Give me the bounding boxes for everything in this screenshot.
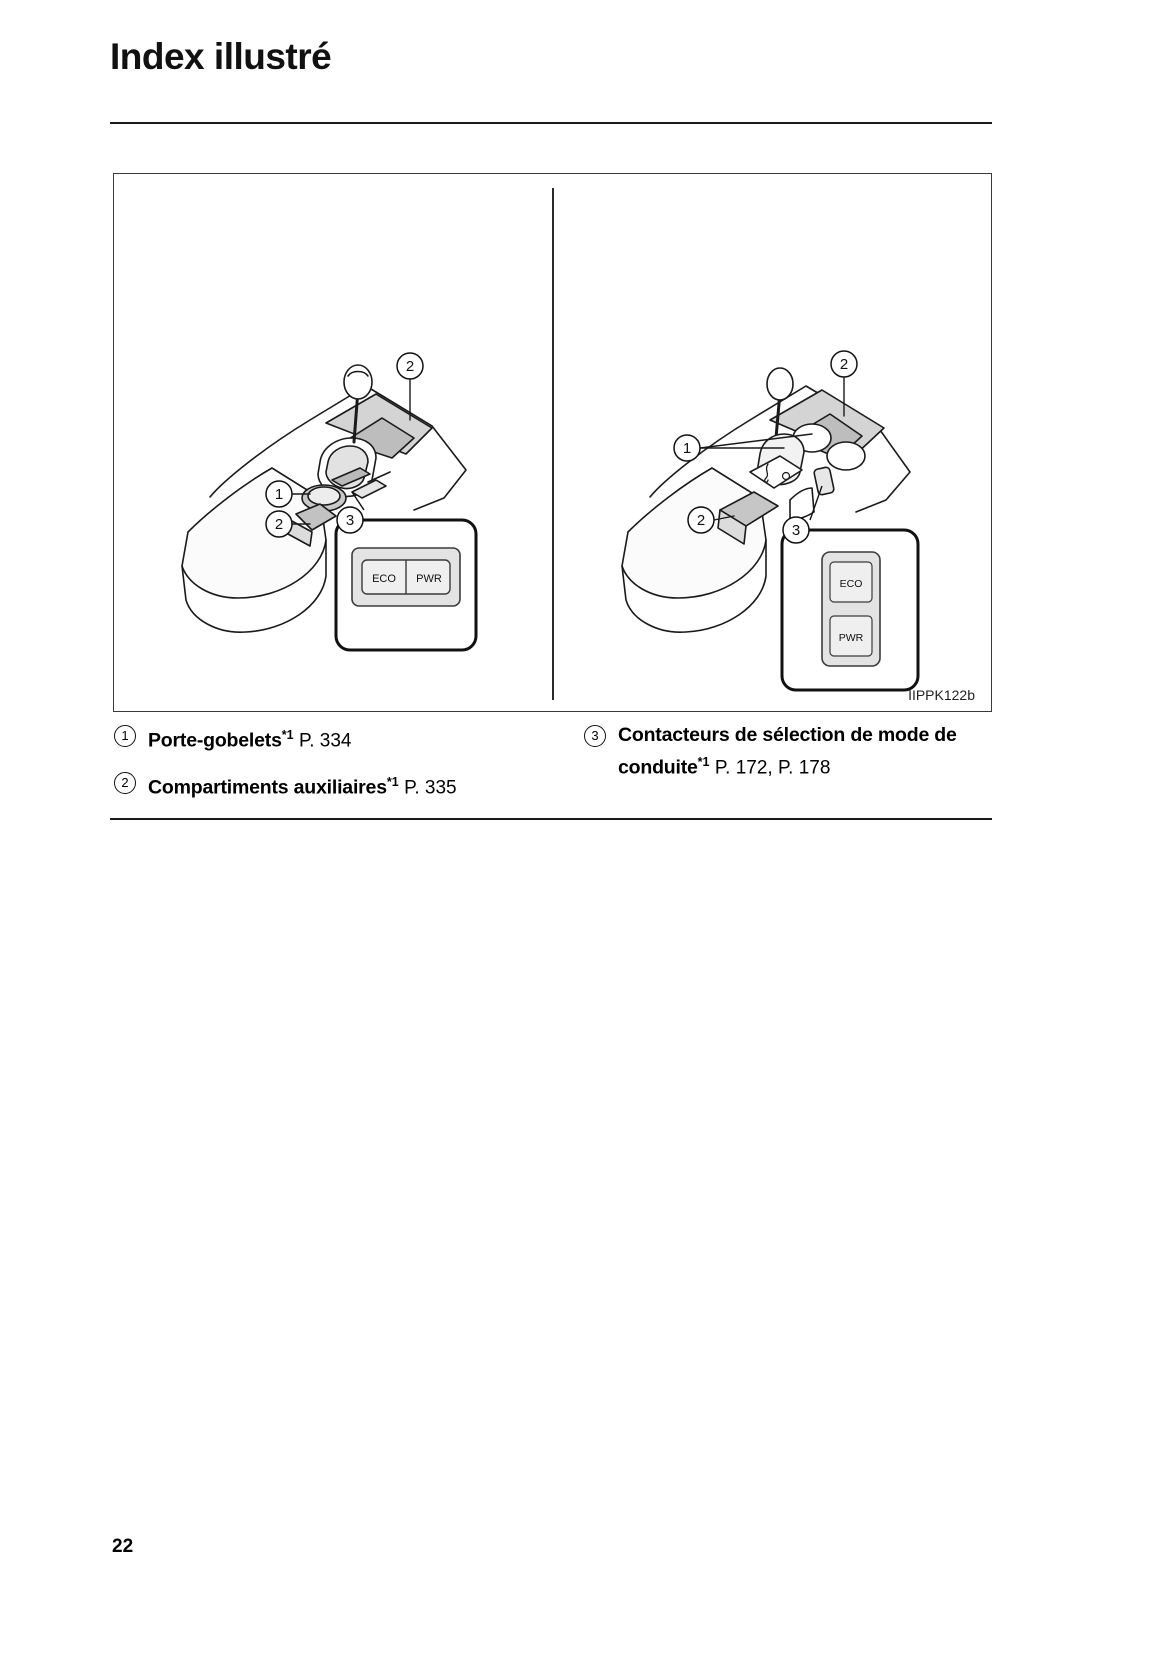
svg-text:2: 2 xyxy=(405,358,415,375)
svg-text:3: 3 xyxy=(345,512,355,529)
legend-item-1 xyxy=(110,722,570,755)
legend-reference-3[interactable]: P. 172, P. 178 xyxy=(714,757,831,779)
legend-reference-1[interactable]: P. 334 xyxy=(298,730,352,752)
legend-footnote-1: *1 xyxy=(281,728,294,742)
legend-number-1: 1 xyxy=(114,725,136,747)
right-console-illustration xyxy=(554,180,990,706)
legend-label-1: Porte-gobelets xyxy=(148,729,282,752)
svg-text:1: 1 xyxy=(682,440,692,457)
figure-legend xyxy=(110,722,992,820)
svg-text:2: 2 xyxy=(696,512,706,529)
legend-item-2 xyxy=(110,769,570,802)
legend-item-3 xyxy=(580,722,992,782)
legend-label-3: Contacteurs de sélection de mode de conduite xyxy=(618,724,957,779)
legend-column-right xyxy=(580,722,992,796)
legend-footnote-2: *1 xyxy=(386,774,399,789)
figure-code: IIPPK122b xyxy=(908,687,975,703)
svg-text:1: 1 xyxy=(274,486,284,503)
legend-number-2: 2 xyxy=(114,772,136,794)
svg-text:2: 2 xyxy=(839,356,849,373)
legend-column-left xyxy=(110,722,570,815)
legend-number-3: 3 xyxy=(584,725,606,747)
svg-text:2: 2 xyxy=(274,516,284,533)
legend-divider xyxy=(110,818,992,820)
left-console-illustration xyxy=(114,180,550,706)
page-title: Index illustré xyxy=(110,36,332,77)
page-number: 22 xyxy=(112,1536,134,1557)
svg-text:3: 3 xyxy=(791,522,801,539)
svg-text:PWR: PWR xyxy=(416,573,442,585)
svg-text:PWR: PWR xyxy=(838,632,864,644)
legend-label-2: Compartiments auxiliaires xyxy=(148,776,387,798)
svg-text:ECO: ECO xyxy=(839,578,863,590)
title-divider xyxy=(110,122,992,124)
illustration-figure xyxy=(113,173,992,712)
svg-text:ECO: ECO xyxy=(372,573,396,585)
legend-reference-2[interactable]: P. 335 xyxy=(404,777,457,798)
legend-footnote-3: *1 xyxy=(697,755,710,769)
